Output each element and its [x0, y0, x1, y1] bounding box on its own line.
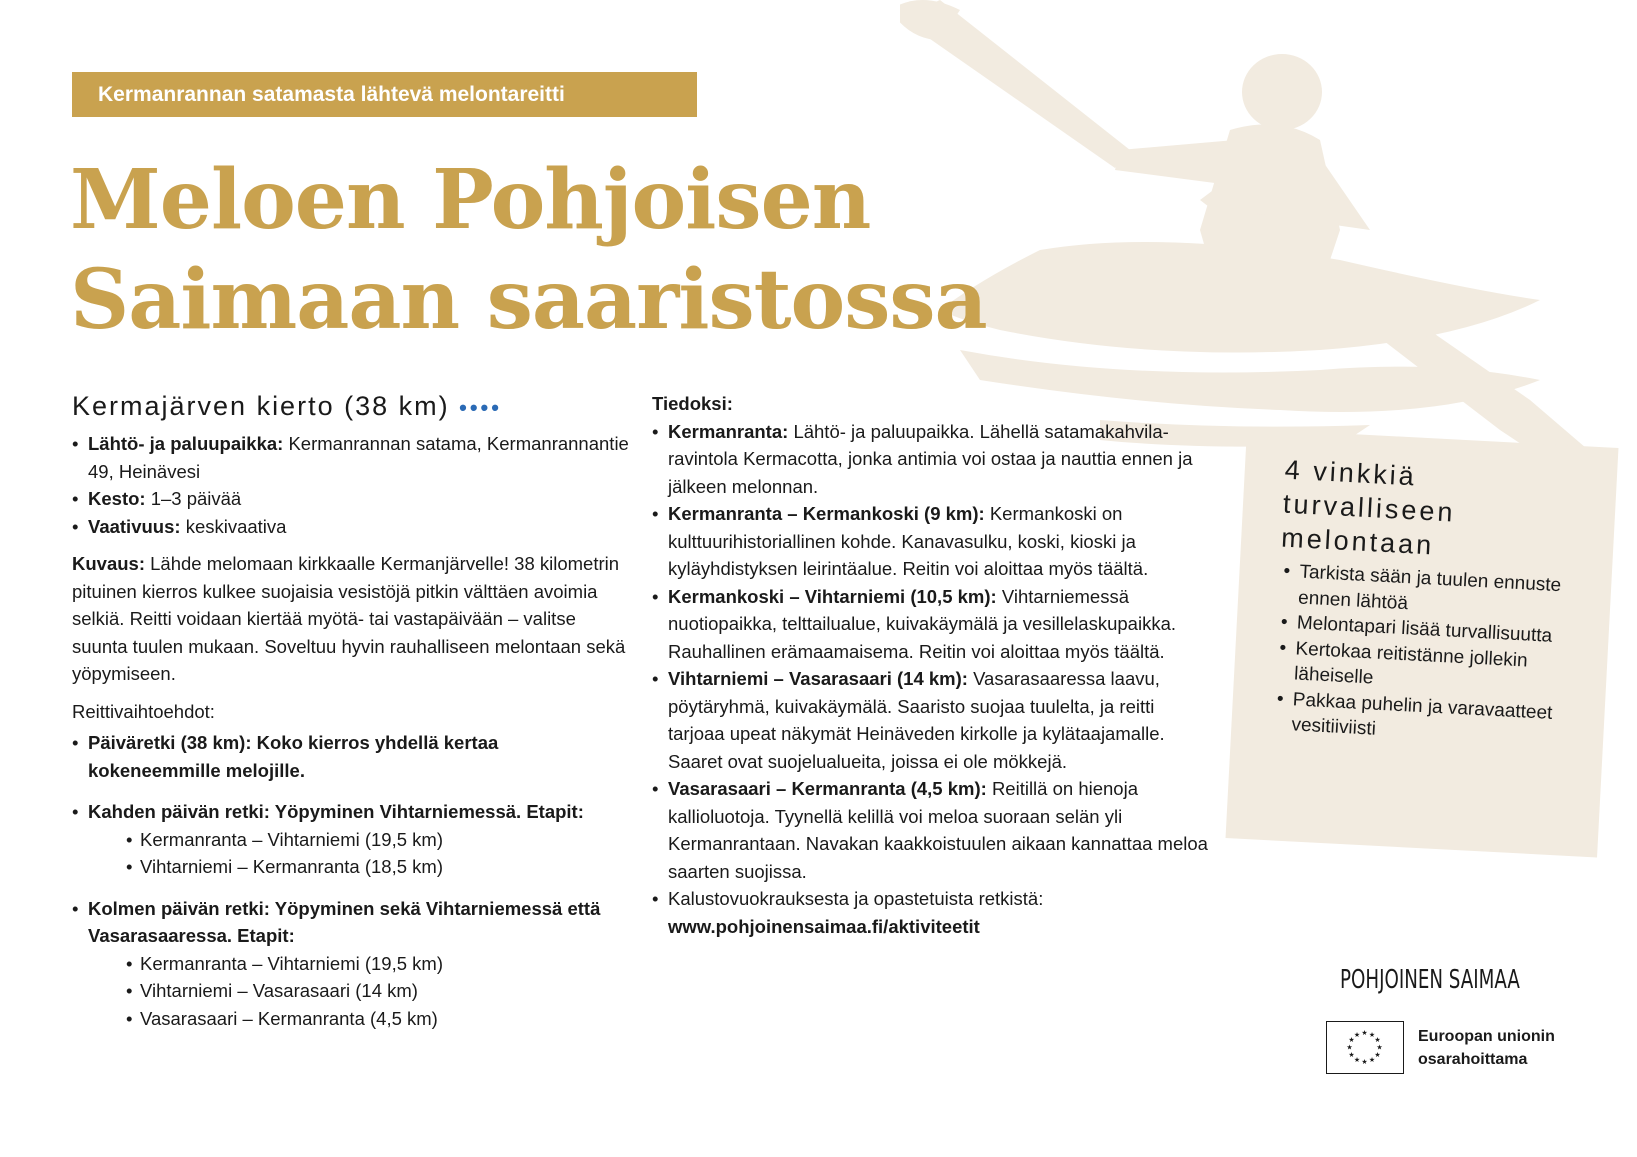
route-options-title: Reittivaihtoehdot:: [72, 700, 215, 722]
stage-item: • Vihtarniemi – Kermanranta (18,5 km): [126, 853, 632, 881]
route-facts-list: [72, 430, 632, 540]
header-banner: [72, 72, 697, 117]
svg-text:★: ★: [1348, 1036, 1355, 1044]
svg-text:★: ★: [1368, 1056, 1376, 1064]
eu-flag-icon: [1326, 1021, 1404, 1074]
tips-title: 4 vinkkiä turvalliseen melontaan: [1280, 454, 1457, 561]
route-options-list: [72, 729, 632, 1032]
tip-item: • Pakkaa puhelin ja varavaatteet vesitiiviisti: [1275, 686, 1597, 754]
page-title: [70, 150, 987, 350]
banner-text: Kermanrannan satamasta lähtevä melontareitti: [98, 83, 565, 106]
route-option: • Kahden päivän retki: Yöpyminen Vihtarniemessä. Etapit: • Kermanranta – Vihtarniemi (19,5 km) • Vihtarniemi – Kermanranta (18,5 km): [72, 798, 632, 881]
page-title-line2: Saimaan saaristossa: [70, 252, 987, 348]
info-item: • Vihtarniemi – Vasarasaari (14 km): Vasarasaaressa laavu, pöytäryhmä, kuivakäymälä. Saaristo suojaa tuulelta, ja reitti tarjoaa upeat näkymät Heinäveden kirkolle ja kylätaajamalle. Saaret ovat suojelualueita, joissa ei ole mökkejä.: [652, 665, 1212, 775]
stage-list: [126, 950, 632, 1033]
route-description: Kuvaus: Lähde melomaan kirkkaalle Kermanjärvelle! 38 kilometrin pituinen kierros kulkee suojaisia vesistöjä pitkin välttäen avoimia selkiä. Reitti voidaan kiertää myötä- tai vastapäivään – valitse suunta tuulen mukaan. Soveltuu hyvin rauhalliseen melontaan sekä yöpymiseen.: [72, 553, 626, 684]
link-intro: Kalustovuokrauksesta ja opastetuista retkistä:: [668, 888, 1044, 909]
stage-list: [126, 826, 632, 881]
eu-funding-text: Euroopan unionin osarahoittama: [1418, 1028, 1555, 1068]
svg-text:★: ★: [1374, 1036, 1381, 1044]
fact-item: • Vaativuus: keskivaativa: [72, 513, 632, 541]
stage-item: • Vasarasaari – Kermanranta (4,5 km): [126, 1005, 632, 1033]
tips-card: [1226, 429, 1619, 858]
route-option: • Kolmen päivän retki: Yöpyminen sekä Vihtarniemessä että Vasarasaaressa. Etapit: • Kermanranta – Vihtarniemi (19,5 km) • Vihtarniemi – Vasarasaari (14 km) • Vasarasaari – Kermanranta (4,5 km): [72, 895, 632, 1033]
route-title: [72, 388, 632, 426]
svg-text:★: ★: [1376, 1043, 1383, 1052]
route-option: • Päiväretki (38 km): Koko kierros yhdellä kertaa kokeneemmille melojille.: [72, 729, 632, 784]
svg-text:★: ★: [1361, 1058, 1368, 1066]
stage-item: • Vihtarniemi – Vasarasaari (14 km): [126, 977, 632, 1005]
website-link[interactable]: www.pohjoinensaimaa.fi/aktiviteetit: [668, 915, 980, 937]
info-item: • Kermankoski – Vihtarniemi (10,5 km): Vihtarniemessä nuotiopaikka, telttailualue, kuivakäymälä ja vesillelaskupaikka. Rauhallinen erämaamaisema. Reitin voi aloittaa myös täältä.: [652, 583, 1212, 666]
svg-text:★: ★: [1361, 1029, 1368, 1037]
brand-logo: POHJOINEN SAIMAA: [1340, 965, 1520, 995]
tip-item: • Tarkista sään ja tuulen ennuste ennen lähtöä: [1282, 559, 1604, 627]
stage-item: • Kermanranta – Vihtarniemi (19,5 km): [126, 950, 632, 978]
eu-stars-icon: [1327, 1022, 1402, 1072]
info-list: [652, 418, 1212, 941]
svg-text:★: ★: [1353, 1031, 1361, 1039]
info-item: [652, 885, 1212, 940]
route-column: [72, 388, 632, 1032]
info-column: [652, 390, 1212, 940]
svg-text:★: ★: [1368, 1031, 1376, 1039]
tips-list: [1275, 559, 1604, 754]
page-title-line1: Meloen Pohjoisen: [70, 152, 871, 248]
info-title: Tiedoksi:: [652, 393, 733, 414]
stage-item: • Kermanranta – Vihtarniemi (19,5 km): [126, 826, 632, 854]
fact-item: • Lähtö- ja paluupaikka: Kermanrannan satama, Kermanrannantie 49, Heinävesi: [72, 430, 632, 485]
route-title-text: Kermajärven kierto (38 km): [72, 391, 450, 421]
route-dots-icon: ••••: [459, 395, 502, 420]
svg-text:★: ★: [1374, 1051, 1381, 1059]
svg-text:★: ★: [1353, 1056, 1361, 1064]
tip-item: • Melontapari lisää turvallisuutta: [1280, 610, 1601, 652]
info-item: • Kermanranta – Kermankoski (9 km): Kermankoski on kulttuurihistoriallinen kohde. Kanavasulku, koski, kioski ja kyläyhdistyksen leirintäalue. Reitin voi aloittaa myös täältä.: [652, 500, 1212, 583]
fact-item: • Kesto: 1–3 päivää: [72, 485, 632, 513]
tip-item: • Kertokaa reitistänne jollekin läheiselle: [1278, 635, 1600, 703]
svg-text:★: ★: [1346, 1043, 1353, 1052]
info-item: • Kermanranta: Lähtö- ja paluupaikka. Lähellä satamakahvila-ravintola Kermacotta, jonka antimia voi ostaa ja nauttia ennen ja jälkeen melonnan.: [652, 418, 1212, 501]
svg-text:★: ★: [1348, 1051, 1355, 1059]
info-item: • Vasarasaari – Kermanranta (4,5 km): Reitillä on hienoja kallioluotoja. Tyynellä kelillä voi meloa suoraan selän yli Kermanrantaan. Navakan kaakkoistuulen aikaan kannattaa meloa saarten suojissa.: [652, 775, 1212, 885]
